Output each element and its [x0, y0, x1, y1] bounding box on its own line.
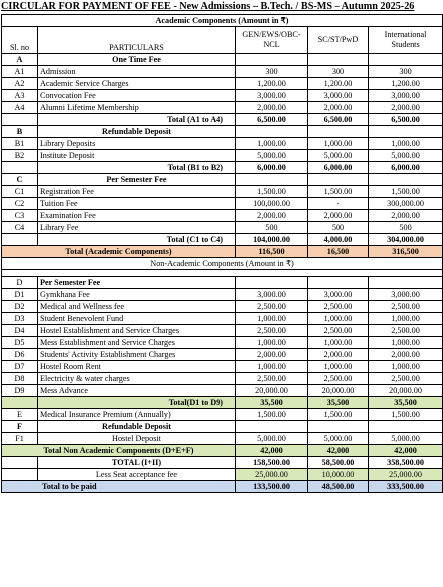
amount-cell: 6,000.00 [308, 162, 369, 174]
section-code: A [2, 54, 38, 66]
amount-cell: 3,000.00 [236, 289, 308, 301]
amount-cell: 20,000.00 [236, 385, 308, 397]
total-row [2, 162, 443, 174]
amount-cell: 1,000.00 [236, 361, 308, 373]
particulars-cell: Mess Establishment and Service Charges [38, 337, 236, 349]
amount-cell: 2,000.00 [369, 102, 443, 114]
amount-cell: 5,000.00 [236, 150, 308, 162]
sl-no-cell: D6 [2, 349, 38, 361]
amount-cell: 2,500.00 [236, 373, 308, 385]
table-row [2, 301, 443, 313]
table-cell [236, 126, 308, 138]
amount-cell: 10,000.00 [308, 469, 369, 481]
sl-no-cell: A4 [2, 102, 38, 114]
table-cell [2, 469, 38, 481]
amount-cell: 100,000.00 [236, 198, 308, 210]
seat-fee-label: Less Seat acceptance fee [38, 469, 236, 481]
total-label: Total(D1 to D9) [38, 397, 236, 409]
seat-fee-row [2, 469, 443, 481]
section-heading-row [2, 126, 443, 138]
amount-cell: 35,500 [369, 397, 443, 409]
non-academic-caption: Non-Academic Components (Amount in ₹) [2, 258, 443, 270]
amount-cell: 42,000 [308, 445, 369, 457]
table-cell [369, 54, 443, 66]
total-academic-label: Total (Academic Components) [2, 246, 236, 258]
table-cell [369, 126, 443, 138]
amount-cell: 1,000.00 [308, 361, 369, 373]
amount-cell: 316,500 [369, 246, 443, 258]
amount-cell: 5,000.00 [308, 150, 369, 162]
amount-cell: 1,000.00 [369, 138, 443, 150]
amount-cell: 304,000.00 [369, 234, 443, 246]
amount-cell: 358,500.00 [369, 457, 443, 469]
total-label: Total (A1 to A4) [38, 114, 236, 126]
table-row [2, 385, 443, 397]
section-heading: Refundable Deposit [38, 421, 236, 433]
amount-cell: 3,000.00 [236, 90, 308, 102]
amount-cell: 2,000.00 [369, 210, 443, 222]
total-row [2, 234, 443, 246]
amount-cell: 2,500.00 [308, 301, 369, 313]
section-code: F [2, 421, 38, 433]
section-heading: Per Semester Fee [38, 174, 236, 186]
table-cell [308, 54, 369, 66]
amount-cell: 2,000.00 [308, 102, 369, 114]
sl-no-cell: D5 [2, 337, 38, 349]
particulars-cell: Convocation Fee [38, 90, 236, 102]
grand-total-row [2, 457, 443, 469]
sl-no-cell: A2 [2, 78, 38, 90]
table-cell [2, 270, 443, 277]
amount-cell: 300,000.00 [369, 198, 443, 210]
table-cell [369, 421, 443, 433]
table-cell [369, 174, 443, 186]
amount-cell: 500 [236, 222, 308, 234]
amount-cell: 1,500.00 [369, 409, 443, 421]
amount-cell: 4,000.00 [308, 234, 369, 246]
amount-cell: 1,500.00 [308, 186, 369, 198]
table-cell [308, 174, 369, 186]
amount-cell: 116,500 [236, 246, 308, 258]
amount-cell: 35,500 [308, 397, 369, 409]
amount-cell: 1,000.00 [308, 337, 369, 349]
particulars-cell: Mess Advance [38, 385, 236, 397]
table-cell [308, 421, 369, 433]
table-cell [308, 277, 369, 289]
amount-cell: 1,500.00 [369, 186, 443, 198]
amount-cell: 300 [308, 66, 369, 78]
page-title: CIRCULAR FOR PAYMENT OF FEE - New Admissions – B.Tech. / BS-MS – Autumn 2025-26 [1, 1, 415, 12]
amount-cell: 500 [308, 222, 369, 234]
amount-cell: 58,500.00 [308, 457, 369, 469]
particulars-cell: Admission [38, 66, 236, 78]
amount-cell: 6,500.00 [236, 114, 308, 126]
total-non-academic-label: Total Non Academic Components (D+E+F) [2, 445, 236, 457]
section-heading-row [2, 277, 443, 289]
amount-cell: 2,000.00 [308, 210, 369, 222]
to-be-paid-label: Total to be paid [2, 481, 236, 493]
amount-cell: 2,000.00 [308, 349, 369, 361]
amount-cell: 3,000.00 [308, 289, 369, 301]
particulars-cell: Alumni Lifetime Membership [38, 102, 236, 114]
table-row [2, 78, 443, 90]
amount-cell: 1,500.00 [236, 186, 308, 198]
spacer-row [2, 270, 443, 277]
amount-cell: 6,000.00 [369, 162, 443, 174]
academic-caption: Academic Components (Amount in ₹) [2, 15, 443, 27]
amount-cell: 104,000.00 [236, 234, 308, 246]
amount-cell: 2,000.00 [236, 349, 308, 361]
amount-cell: 25,000.00 [236, 469, 308, 481]
particulars-header: PARTICULARS [38, 27, 236, 54]
amount-cell: 333,500.00 [369, 481, 443, 493]
fee-table [1, 14, 443, 493]
amount-cell: 2,000.00 [236, 210, 308, 222]
total-non-academic-row [2, 445, 443, 457]
amount-cell: 20,000.00 [369, 385, 443, 397]
amount-cell: 2,500.00 [236, 325, 308, 337]
section-heading: Refundable Deposit [38, 126, 236, 138]
table-cell [236, 421, 308, 433]
particulars-cell: Library Fee [38, 222, 236, 234]
amount-cell: 2,500.00 [308, 373, 369, 385]
sl-no-cell: C4 [2, 222, 38, 234]
table-row [2, 138, 443, 150]
particulars-cell: Hostel Establishment and Service Charges [38, 325, 236, 337]
amount-cell: 1,500.00 [308, 409, 369, 421]
sl-no-cell: D4 [2, 325, 38, 337]
table-row [2, 210, 443, 222]
amount-cell: 1,000.00 [369, 361, 443, 373]
table-row [2, 433, 443, 445]
table-row [2, 361, 443, 373]
amount-cell: 48,500.00 [308, 481, 369, 493]
sl-no-header: Sl. no [2, 27, 38, 54]
table-row [2, 102, 443, 114]
amount-cell: 5,000.00 [369, 433, 443, 445]
total-label: Total (B1 to B2) [38, 162, 236, 174]
table-cell [2, 397, 38, 409]
header-row [2, 27, 443, 54]
amount-cell: 2,500.00 [308, 325, 369, 337]
amount-cell: 158,500.00 [236, 457, 308, 469]
particulars-cell: Academic Service Charges [38, 78, 236, 90]
total-row [2, 114, 443, 126]
sl-no-cell: D9 [2, 385, 38, 397]
table-cell [308, 126, 369, 138]
particulars-cell: Hostel Deposit [38, 433, 236, 445]
particulars-cell: Tuition Fee [38, 198, 236, 210]
particulars-cell: Examination Fee [38, 210, 236, 222]
table-row [2, 150, 443, 162]
amount-cell: 6,000.00 [236, 162, 308, 174]
table-row [2, 186, 443, 198]
particulars-cell: Gymkhana Fee [38, 289, 236, 301]
table-cell [2, 234, 38, 246]
amount-cell: 2,500.00 [369, 301, 443, 313]
table-row [2, 313, 443, 325]
amount-cell: 42,000 [236, 445, 308, 457]
section-heading-row [2, 174, 443, 186]
amount-cell: - [308, 198, 369, 210]
table-cell [2, 114, 38, 126]
non-academic-caption-row [2, 258, 443, 270]
particulars-cell: Institute Deposit [38, 150, 236, 162]
table-row [2, 222, 443, 234]
grand-total-label: TOTAL (I+II) [38, 457, 236, 469]
table-row [2, 90, 443, 102]
amount-cell: 35,500 [236, 397, 308, 409]
amount-cell: 20,000.00 [308, 385, 369, 397]
table-row [2, 337, 443, 349]
sl-no-cell: F1 [2, 433, 38, 445]
section-heading-row [2, 421, 443, 433]
amount-cell: 6,500.00 [369, 114, 443, 126]
sl-no-cell: A3 [2, 90, 38, 102]
amount-cell: 2,500.00 [369, 325, 443, 337]
amount-cell: 1,000.00 [308, 313, 369, 325]
amount-cell: 500 [369, 222, 443, 234]
table-row [2, 409, 443, 421]
section-code: D [2, 277, 38, 289]
particulars-cell: Registration Fee [38, 186, 236, 198]
international-header: International Students [369, 27, 443, 54]
total-label: Total (C1 to C4) [38, 234, 236, 246]
amount-cell: 300 [236, 66, 308, 78]
amount-cell: 1,200.00 [236, 78, 308, 90]
sl-no-cell: D2 [2, 301, 38, 313]
amount-cell: 1,000.00 [236, 138, 308, 150]
academic-caption-row [2, 15, 443, 27]
amount-cell: 2,500.00 [236, 301, 308, 313]
amount-cell: 1,000.00 [369, 313, 443, 325]
section-code: C [2, 174, 38, 186]
section-heading-row [2, 54, 443, 66]
table-row [2, 373, 443, 385]
particulars-cell: Library Deposits [38, 138, 236, 150]
table-cell [2, 162, 38, 174]
sl-no-cell: D3 [2, 313, 38, 325]
particulars-cell: Medical Insurance Premium (Annually) [38, 409, 236, 421]
amount-cell: 300 [369, 66, 443, 78]
sl-no-cell: D1 [2, 289, 38, 301]
amount-cell: 42,000 [369, 445, 443, 457]
section-code: B [2, 126, 38, 138]
table-row [2, 198, 443, 210]
sc-st-header: SC/ST/PwD [308, 27, 369, 54]
sl-no-cell: C2 [2, 198, 38, 210]
amount-cell: 2,000.00 [369, 349, 443, 361]
sl-no-cell: C1 [2, 186, 38, 198]
sl-no-cell: B1 [2, 138, 38, 150]
amount-cell: 3,000.00 [369, 90, 443, 102]
sl-no-cell: D7 [2, 361, 38, 373]
amount-cell: 6,500.00 [308, 114, 369, 126]
amount-cell: 16,500 [308, 246, 369, 258]
amount-cell: 2,000.00 [236, 102, 308, 114]
amount-cell: 1,000.00 [236, 337, 308, 349]
gen-header: GEN/EWS/OBC-NCL [236, 27, 308, 54]
section-code: E [2, 409, 38, 421]
amount-cell: 5,000.00 [308, 433, 369, 445]
amount-cell: 1,000.00 [369, 337, 443, 349]
amount-cell: 133,500.00 [236, 481, 308, 493]
amount-cell: 5,000.00 [236, 433, 308, 445]
section-heading: Per Semester Fee [38, 277, 236, 289]
total-row [2, 397, 443, 409]
sl-no-cell: A1 [2, 66, 38, 78]
sl-no-cell: D8 [2, 373, 38, 385]
table-cell [236, 174, 308, 186]
sl-no-cell: C3 [2, 210, 38, 222]
amount-cell: 1,000.00 [236, 313, 308, 325]
table-cell [2, 457, 38, 469]
table-cell [369, 277, 443, 289]
table-row [2, 325, 443, 337]
amount-cell: 1,200.00 [369, 78, 443, 90]
particulars-cell: Medical and Wellness fee [38, 301, 236, 313]
sl-no-cell: B2 [2, 150, 38, 162]
particulars-cell: Electricity & water charges [38, 373, 236, 385]
table-cell [236, 277, 308, 289]
particulars-cell: Students' Activity Establishment Charges [38, 349, 236, 361]
table-row [2, 66, 443, 78]
to-be-paid-row [2, 481, 443, 493]
amount-cell: 1,200.00 [308, 78, 369, 90]
section-heading: One Time Fee [38, 54, 236, 66]
particulars-cell: Student Benevolent Fund [38, 313, 236, 325]
particulars-cell: Hostel Room Rent [38, 361, 236, 373]
amount-cell: 25,000.00 [369, 469, 443, 481]
table-row [2, 349, 443, 361]
amount-cell: 5,000.00 [369, 150, 443, 162]
amount-cell: 2,500.00 [369, 373, 443, 385]
amount-cell: 1,500.00 [236, 409, 308, 421]
table-cell [236, 54, 308, 66]
table-row [2, 289, 443, 301]
amount-cell: 1,000.00 [308, 138, 369, 150]
amount-cell: 3,000.00 [308, 90, 369, 102]
total-academic-row [2, 246, 443, 258]
amount-cell: 3,000.00 [369, 289, 443, 301]
